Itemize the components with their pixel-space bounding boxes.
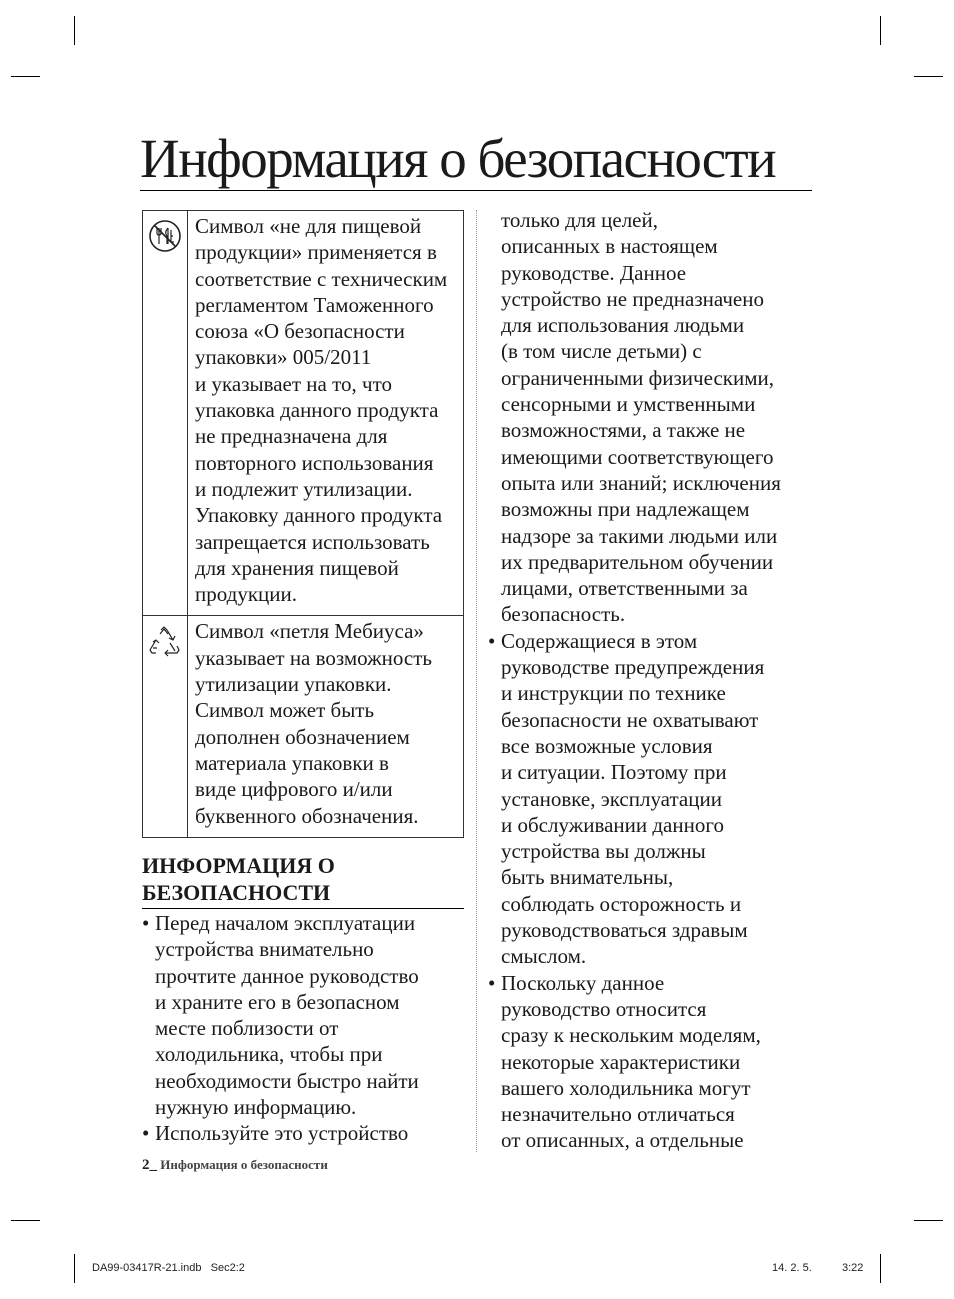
section-heading-line: БЕЗОПАСНОСТИ bbox=[142, 880, 331, 905]
text-line: некоторые характеристики bbox=[501, 1049, 741, 1074]
text-line: и обслуживании данного bbox=[501, 812, 724, 837]
text-line: и храните его в безопасном bbox=[155, 989, 400, 1014]
text-line: безопасность. bbox=[501, 602, 626, 627]
crop-mark bbox=[11, 76, 40, 77]
crop-mark bbox=[74, 16, 75, 45]
text-line: и подлежит утилизации. bbox=[195, 476, 413, 501]
bullet-icon: • bbox=[142, 911, 150, 935]
bullet-item bbox=[488, 628, 818, 970]
text-line: прочтите данное руководство bbox=[155, 963, 419, 988]
text-line: устройство не предназначено bbox=[501, 286, 764, 311]
crop-mark bbox=[880, 1254, 881, 1283]
text-line: вашего холодильника могут bbox=[501, 1075, 751, 1100]
text-line: холодильника, чтобы при bbox=[155, 1042, 383, 1067]
text-line: их предварительном обучении bbox=[501, 549, 774, 574]
crop-mark bbox=[11, 1220, 40, 1221]
text-line: союза «О безопасности bbox=[195, 319, 405, 344]
text-line: не предназначена для bbox=[195, 424, 388, 449]
text-line: руководство относится bbox=[501, 996, 707, 1021]
text-line: ограниченными физическими, bbox=[501, 365, 774, 390]
mobius-loop-icon bbox=[148, 624, 182, 658]
text-line: Символ «петля Мебиуса» bbox=[195, 619, 424, 644]
text-line: описанных в настоящем bbox=[501, 234, 718, 259]
bullet-item bbox=[142, 1120, 466, 1146]
text-line: опыта или знаний; исключения bbox=[501, 470, 781, 495]
text-line: имеющими соответствующего bbox=[501, 444, 774, 469]
text-line: для хранения пищевой bbox=[195, 555, 399, 580]
text-line: необходимости быстро найти bbox=[155, 1068, 419, 1093]
bullet-icon: • bbox=[488, 970, 496, 995]
crop-mark bbox=[880, 16, 881, 45]
text-line: Символ «не для пищевой bbox=[195, 214, 422, 238]
text-line: лицами, ответственными за bbox=[501, 576, 748, 601]
section-heading bbox=[142, 852, 464, 909]
text-line: и ситуации. Поэтому при bbox=[501, 760, 727, 785]
crop-mark bbox=[914, 76, 943, 77]
text-line: сразу к нескольким моделям, bbox=[501, 1023, 761, 1048]
page-title: Информация о безопасности bbox=[140, 128, 812, 191]
text-line: нужную информацию. bbox=[155, 1095, 357, 1120]
text-line: руководствоваться здравым bbox=[501, 918, 748, 943]
text-line: все возможные условия bbox=[501, 733, 713, 758]
text-line: для использования людьми bbox=[501, 313, 745, 338]
text-line: (в том числе детьми) с bbox=[501, 339, 702, 364]
footer-section-label: Информация о безопасности bbox=[160, 1157, 328, 1172]
text-line: дополнен обозначением bbox=[195, 724, 410, 749]
symbol-icon-cell bbox=[143, 211, 188, 616]
crop-mark bbox=[914, 1220, 943, 1221]
text-line: Поскольку данное bbox=[501, 970, 665, 995]
text-line: упаковки» 005/2011 bbox=[195, 345, 372, 370]
text-line: только для целей, bbox=[501, 208, 658, 232]
text-line: незначительно отличаться bbox=[501, 1102, 735, 1127]
text-line: от описанных, а отдельные bbox=[501, 1128, 744, 1153]
text-line: установке, эксплуатации bbox=[501, 786, 722, 811]
text-line: возможны при надлежащем bbox=[501, 497, 750, 522]
text-line: руководстве предупреждения bbox=[501, 655, 765, 680]
text-line: материала упаковки в bbox=[195, 750, 389, 775]
text-line: смыслом. bbox=[501, 944, 587, 969]
text-line: соответствие с техническим bbox=[195, 266, 448, 291]
left-column bbox=[142, 910, 466, 1147]
right-column bbox=[488, 207, 818, 1154]
print-date: 14. 2. 5. bbox=[772, 1262, 812, 1274]
column-divider bbox=[476, 210, 477, 1152]
text-line: месте поблизости от bbox=[155, 1016, 339, 1041]
text-line: утилизации упаковки. bbox=[195, 672, 392, 697]
bullet-item bbox=[142, 910, 466, 1120]
text-line: устройства вы должны bbox=[501, 839, 706, 864]
page-number: 2_ bbox=[142, 1157, 157, 1173]
text-line: сенсорными и умственными bbox=[501, 392, 756, 417]
text-line: и указывает на то, что bbox=[195, 371, 392, 396]
symbol-description bbox=[188, 616, 464, 837]
print-time: 3:22 bbox=[842, 1262, 864, 1274]
symbol-row bbox=[143, 211, 464, 616]
text-line: продукции» применяется в bbox=[195, 240, 437, 265]
text-line: соблюдать осторожность и bbox=[501, 891, 742, 916]
bullet-icon: • bbox=[142, 1121, 150, 1146]
text-line: регламентом Таможенного bbox=[195, 292, 434, 317]
text-line: продукции. bbox=[195, 582, 297, 607]
page-footer bbox=[142, 1157, 328, 1174]
text-line: надзоре за такими людьми или bbox=[501, 523, 778, 548]
symbol-table bbox=[142, 210, 464, 838]
symbol-description bbox=[188, 211, 464, 616]
text-line: устройства внимательно bbox=[155, 937, 374, 962]
no-food-contact-icon bbox=[148, 219, 182, 253]
text-line: указывает на возможность bbox=[195, 645, 433, 670]
section-heading-line: ИНФОРМАЦИЯ О bbox=[142, 853, 335, 878]
text-line: руководстве. Данное bbox=[501, 260, 687, 285]
text-line: Содержащиеся в этом bbox=[501, 628, 698, 653]
text-line: упаковка данного продукта bbox=[195, 398, 439, 423]
text-line: безопасности не охватывают bbox=[501, 707, 759, 732]
text-line: Используйте это устройство bbox=[155, 1121, 409, 1146]
text-line: Упаковку данного продукта bbox=[195, 503, 443, 528]
bullet-continuation bbox=[488, 207, 818, 628]
text-line: буквенного обозначения. bbox=[195, 803, 419, 828]
text-line: запрещается использовать bbox=[195, 529, 430, 554]
print-file-info: DA99-03417R-21.indb Sec2:2 bbox=[92, 1262, 245, 1274]
bullet-item bbox=[488, 970, 818, 1154]
text-line: повторного использования bbox=[195, 450, 434, 475]
text-line: быть внимательны, bbox=[501, 865, 674, 890]
crop-mark bbox=[74, 1254, 75, 1283]
symbol-icon-cell bbox=[143, 616, 188, 837]
text-line: Перед началом эксплуатации bbox=[155, 911, 416, 935]
bullet-icon: • bbox=[488, 628, 496, 653]
text-line: и инструкции по технике bbox=[501, 681, 726, 706]
text-line: виде цифрового и/или bbox=[195, 777, 393, 802]
symbol-row bbox=[143, 616, 464, 837]
text-line: Символ может быть bbox=[195, 698, 375, 723]
text-line: возможностями, а также не bbox=[501, 418, 746, 443]
